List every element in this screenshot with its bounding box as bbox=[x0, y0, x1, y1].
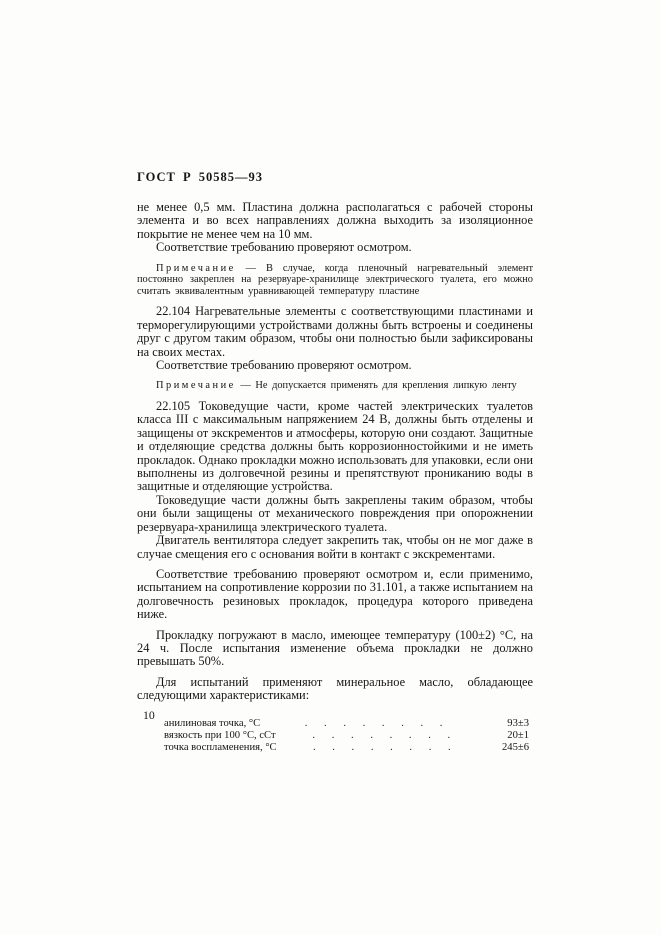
note-text: — Не допускается применять для крепления липкую ленту bbox=[235, 380, 517, 392]
note-adhesive-tape bbox=[137, 380, 533, 392]
table-row bbox=[164, 718, 529, 730]
table-row bbox=[164, 730, 529, 742]
row-label: точка воспламенения, °С bbox=[164, 741, 277, 753]
note-label: Примечание bbox=[156, 262, 236, 274]
paragraph-gasket-oil-immersion: Прокладку погружают в масло, имеющее температуру (100±2) °С, на 24 ч. После испытания изменение объема прокладки не должно превышать 50%. bbox=[137, 627, 533, 669]
note-text: — В случае, когда пленочный нагревательный элемент постоянно закреплен на резервуаре-хранилище электрического туалета, его можно считать эквивалентным уравнивающей температуру пластине bbox=[137, 262, 533, 297]
paragraph-clause-22-105: 22.105 Токоведущие части, кроме частей электрических туалетов класса III с максимальным напряжением 24 В, должны быть отделены и защищены от экскрементов и атмосферы, которую они создают. Защитные и отделяющие средства должны быть коррозионностойкими и не иметь прокладок. Однако прокладки можно использовать для упаковки, если они выполнены из долговечной резины и препятствуют прониканию воды в защитные и отделяющие устройства. bbox=[137, 399, 533, 494]
note-label: Примечание bbox=[156, 380, 236, 392]
dot-leader: . . . . . . . . bbox=[312, 741, 451, 753]
paragraph-continuation: не менее 0,5 мм. Пластина должна располагаться с рабочей стороны элемента и во всех направлениях должна выходить за изоляционное покрытие не менее чем на 10 мм. bbox=[137, 200, 533, 241]
row-value: 93±3 bbox=[507, 717, 529, 729]
row-value: 245±6 bbox=[501, 741, 529, 753]
paragraph-live-parts-fixing: Токоведущие части должны быть закреплены таким образом, чтобы они были защищены от механического повреждения при опорожнении резервуара-хранилища электрического туалета. bbox=[137, 492, 533, 534]
table-row bbox=[164, 742, 529, 754]
text-column bbox=[137, 170, 533, 754]
paragraph-clause-22-104: 22.104 Нагревательные элементы с соответствующими пластинами и терморегулирующими устройствами должны быть встроены и соединены друг с другом таким образом, чтобы они полностью были зафиксированы на своих местах. bbox=[137, 304, 533, 359]
paragraph-compliance-check: Соответствие требованию проверяют осмотром. bbox=[156, 240, 412, 255]
note-film-heating-element bbox=[137, 263, 533, 298]
paragraph-compliance-check: Соответствие требованию проверяют осмотром. bbox=[156, 358, 412, 373]
dot-leader: . . . . . . . . bbox=[312, 729, 451, 741]
page-number: 10 bbox=[143, 708, 155, 722]
row-value: 20±1 bbox=[507, 729, 529, 741]
paragraph-compliance-corrosion-test: Соответствие требованию проверяют осмотром и, если применимо, испытанием на сопротивление коррозии по 31.101, а также испытанием на долговечность резиновых прокладок, процедура которого приведена ниже. bbox=[137, 566, 533, 622]
paragraph-fan-motor: Двигатель вентилятора следует закрепить так, чтобы он не мог даже в случае смещения его с основания войти в контакт с экскрементами. bbox=[137, 533, 533, 561]
row-label: анилиновая точка, °С bbox=[164, 717, 261, 729]
oil-characteristics-table bbox=[164, 718, 529, 755]
dot-leader: . . . . . . . . bbox=[304, 717, 443, 729]
paragraph-mineral-oil-intro: Для испытаний применяют минеральное масло, обладающее следующими характеристиками: bbox=[137, 674, 533, 703]
standard-designation-header: ГОСТ Р 50585—93 bbox=[137, 170, 264, 184]
row-label: вязкость при 100 °С, сСт bbox=[164, 729, 276, 741]
